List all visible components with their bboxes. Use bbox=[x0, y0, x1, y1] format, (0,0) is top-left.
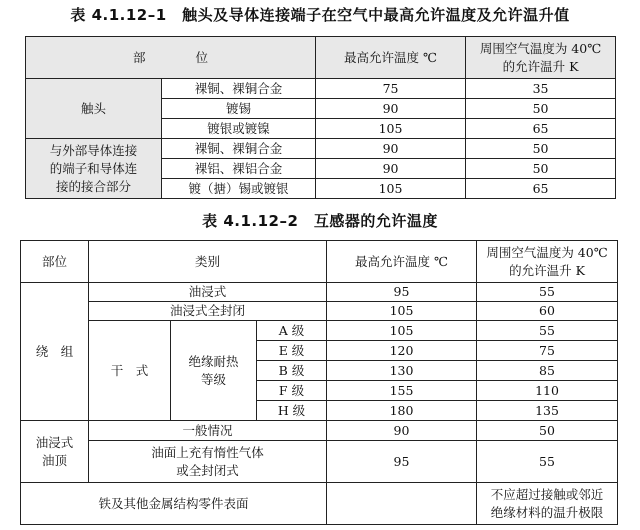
grade-cell: H 级 bbox=[257, 401, 327, 421]
group-name-terminals: 与外部导体连接 的端子和导体连 接的接合部分 bbox=[26, 139, 162, 199]
grade-cell: E 级 bbox=[257, 341, 327, 361]
header-max-temp: 最高允许温度 ℃ bbox=[327, 241, 477, 283]
category-cell: 油浸式 bbox=[89, 283, 327, 302]
metal-surface-label: 铁及其他金属结构零件表面 bbox=[21, 483, 327, 525]
metal-rise-cell: 不应超过接触或邻近 绝缘材料的温升极限 bbox=[477, 483, 618, 525]
rise-cell: 50 bbox=[466, 139, 616, 159]
max-temp-cell: 90 bbox=[316, 159, 466, 179]
max-temp-cell: 95 bbox=[327, 283, 477, 302]
rise-cell: 85 bbox=[477, 361, 618, 381]
metal-max-temp-cell bbox=[327, 483, 477, 525]
table-row bbox=[21, 421, 618, 441]
max-temp-cell: 75 bbox=[316, 79, 466, 99]
item-cell: 裸铜、裸铜合金 bbox=[162, 139, 316, 159]
max-temp-cell: 180 bbox=[327, 401, 477, 421]
header-max-temp: 最高允许温度 ℃ bbox=[316, 37, 466, 79]
max-temp-cell: 155 bbox=[327, 381, 477, 401]
max-temp-cell: 130 bbox=[327, 361, 477, 381]
rise-cell: 35 bbox=[466, 79, 616, 99]
grade-cell: A 级 bbox=[257, 321, 327, 341]
category-cell: 油面上充有惰性气体 或全封闭式 bbox=[89, 441, 327, 483]
rise-cell: 55 bbox=[477, 321, 618, 341]
rise-cell: 55 bbox=[477, 283, 618, 302]
table-row bbox=[26, 79, 616, 99]
group-name-contacts: 触头 bbox=[26, 79, 162, 139]
rise-cell: 135 bbox=[477, 401, 618, 421]
item-cell: 裸铜、裸铜合金 bbox=[162, 79, 316, 99]
header-rise: 周围空气温度为 40℃ 的允许温升 K bbox=[477, 241, 618, 283]
item-cell: 镀银或镀镍 bbox=[162, 119, 316, 139]
table-row bbox=[21, 321, 618, 341]
max-temp-cell: 90 bbox=[316, 139, 466, 159]
header-part: 部 位 bbox=[26, 37, 316, 79]
rise-cell: 65 bbox=[466, 179, 616, 199]
max-temp-cell: 90 bbox=[327, 421, 477, 441]
header-part: 部位 bbox=[21, 241, 89, 283]
header-rise: 周围空气温度为 40℃ 的允许温升 K bbox=[466, 37, 616, 79]
table2-header-row bbox=[21, 241, 618, 283]
table-row bbox=[21, 483, 618, 525]
item-cell: 镀锡 bbox=[162, 99, 316, 119]
insulation-class-label: 绝缘耐热 等级 bbox=[171, 321, 257, 421]
rise-cell: 50 bbox=[477, 421, 618, 441]
max-temp-cell: 95 bbox=[327, 441, 477, 483]
table2-title: 表 4.1.12–2 互感器的允许温度 bbox=[202, 212, 438, 230]
rise-cell: 50 bbox=[466, 159, 616, 179]
rise-cell: 60 bbox=[477, 302, 618, 321]
max-temp-cell: 105 bbox=[327, 321, 477, 341]
grade-cell: F 级 bbox=[257, 381, 327, 401]
item-cell: 裸铝、裸铝合金 bbox=[162, 159, 316, 179]
table-row bbox=[21, 283, 618, 302]
winding-label: 绕 组 bbox=[21, 283, 89, 421]
max-temp-cell: 120 bbox=[327, 341, 477, 361]
rise-cell: 75 bbox=[477, 341, 618, 361]
table-row bbox=[21, 441, 618, 483]
max-temp-cell: 105 bbox=[327, 302, 477, 321]
max-temp-cell: 105 bbox=[316, 119, 466, 139]
table-row bbox=[21, 302, 618, 321]
table-row bbox=[26, 139, 616, 159]
max-temp-cell: 90 bbox=[316, 99, 466, 119]
dry-type-label: 干 式 bbox=[89, 321, 171, 421]
contact-temperature-table bbox=[25, 36, 616, 199]
category-cell: 油浸式全封闭 bbox=[89, 302, 327, 321]
rise-cell: 55 bbox=[477, 441, 618, 483]
table1-header-row bbox=[26, 37, 616, 79]
rise-cell: 65 bbox=[466, 119, 616, 139]
header-category: 类别 bbox=[89, 241, 327, 283]
rise-cell: 110 bbox=[477, 381, 618, 401]
max-temp-cell: 105 bbox=[316, 179, 466, 199]
item-cell: 镀（搪）锡或镀银 bbox=[162, 179, 316, 199]
category-cell: 一般情况 bbox=[89, 421, 327, 441]
transformer-temperature-table bbox=[20, 240, 618, 525]
grade-cell: B 级 bbox=[257, 361, 327, 381]
oil-top-label: 油浸式 油顶 bbox=[21, 421, 89, 483]
table1-title: 表 4.1.12–1 触头及导体连接端子在空气中最高允许温度及允许温升值 bbox=[70, 6, 570, 24]
rise-cell: 50 bbox=[466, 99, 616, 119]
